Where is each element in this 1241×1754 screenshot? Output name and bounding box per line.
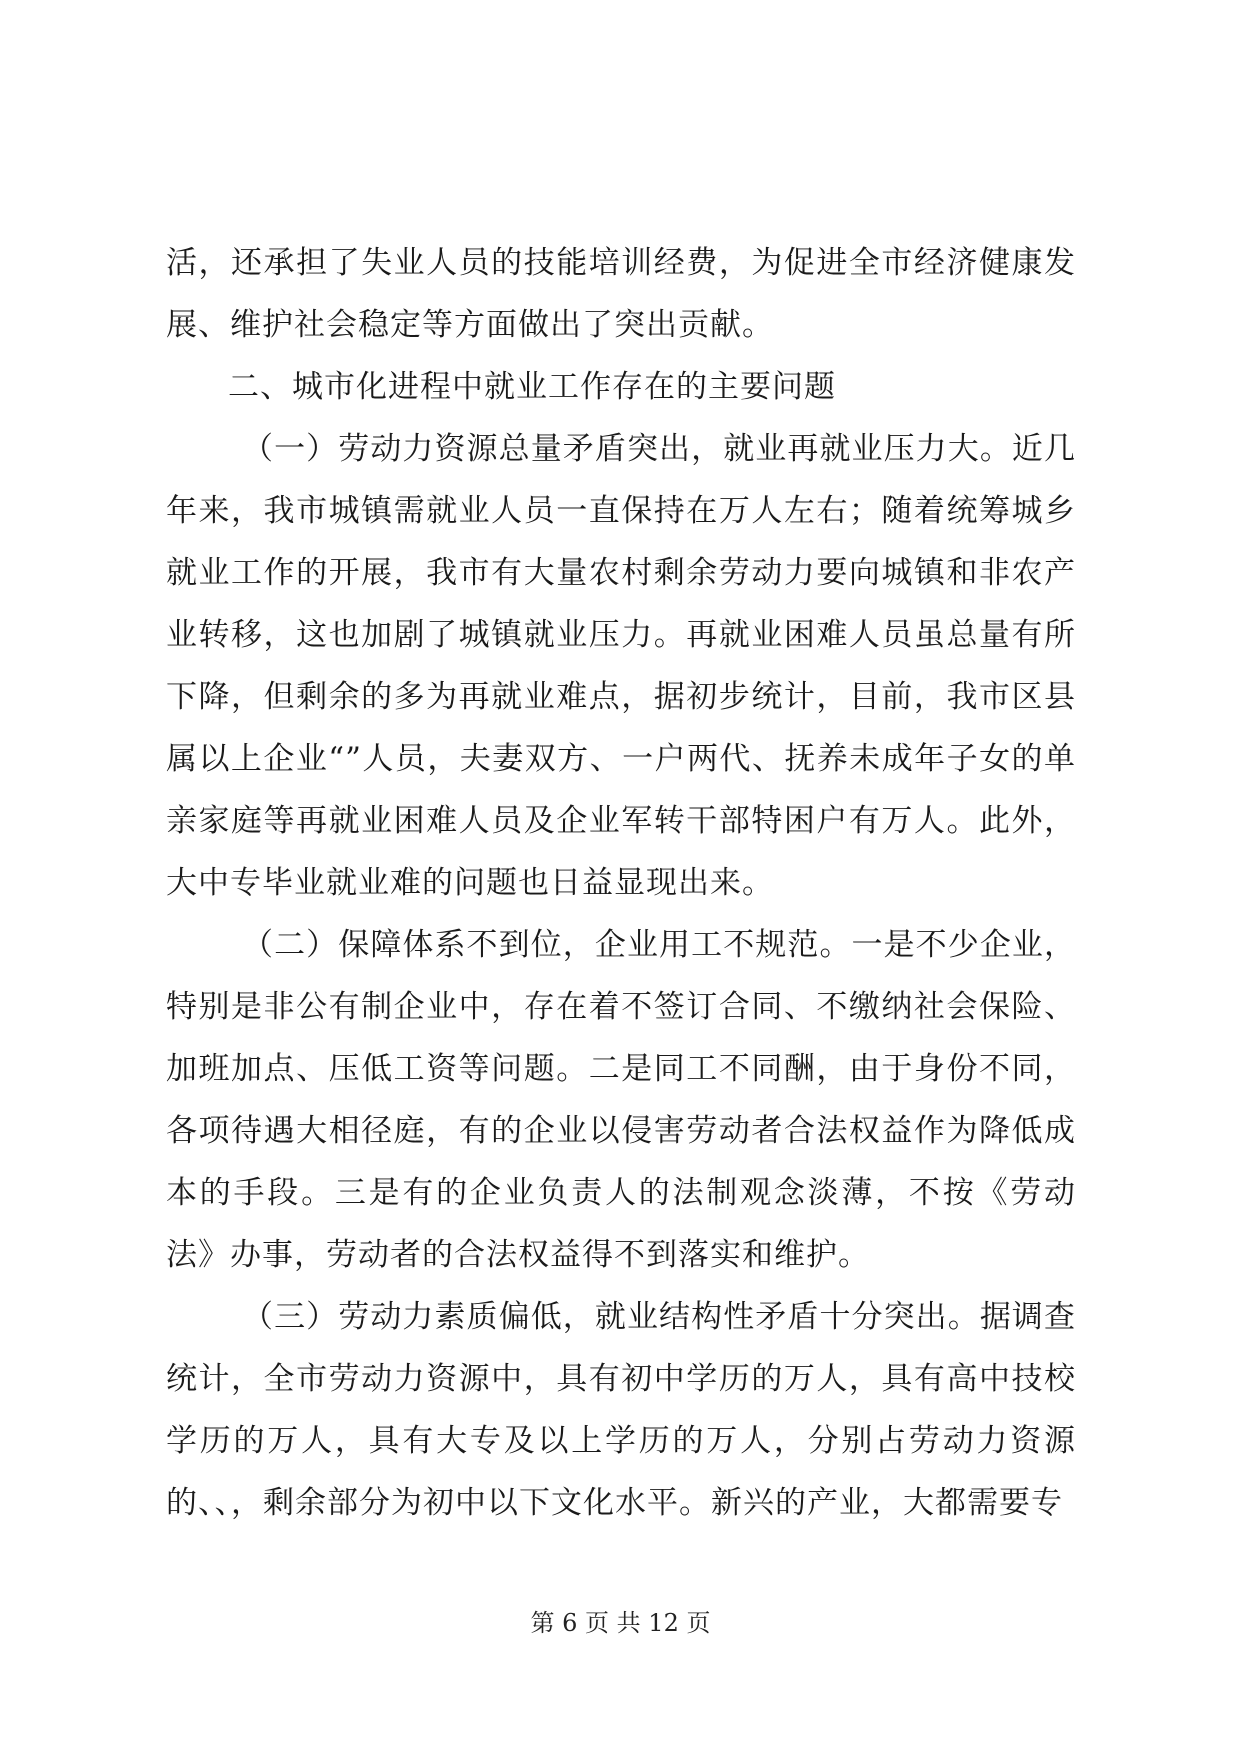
paragraph-continuation: 活，还承担了失业人员的技能培训经费，为促进全市经济健康发展、维护社会稳定等方面做出了突出贡献。	[166, 245, 1076, 343]
paragraph-problem-1: （一）劳动力资源总量矛盾突出，就业再就业压力大。近几年来，我市城镇需就业人员一直保持在万人左右；随着统筹城乡就业工作的开展，我市有大量农村剩余劳动力要向城镇和非农产业转移，这也加剧了城镇就业压力。再就业困难人员虽总量有所下降，但剩余的多为再就业难点，据初步统计，目前，我市区县属以上企业“”人员，夫妻双方、一户两代、抚养未成年子女的单亲家庭等再就业困难人员及企业军转干部特困户有万人。此外，大中专毕业就业难的问题也日益显现出来。	[166, 431, 1076, 901]
section-heading: 二、城市化进程中就业工作存在的主要问题	[228, 369, 836, 405]
page-number-footer: 第 6 页 共 12 页	[530, 1609, 711, 1637]
paragraph-problem-2: （二）保障体系不到位，企业用工不规范。一是不少企业，特别是非公有制企业中，存在着不签订合同、不缴纳社会保险、加班加点、压低工资等问题。二是同工不同酬，由于身份不同，各项待遇大相径庭，有的企业以侵害劳动者合法权益作为降低成本的手段。三是有的企业负责人的法制观念淡薄，不按《劳动法》办事，劳动者的合法权益得不到落实和维护。	[166, 927, 1076, 1273]
paragraph-problem-3: （三）劳动力素质偏低，就业结构性矛盾十分突出。据调查统计，全市劳动力资源中，具有初中学历的万人，具有高中技校学历的万人，具有大专及以上学历的万人，分别占劳动力资源的、、，剩余部分为初中以下文化水平。新兴的产业，大都需要专	[166, 1299, 1076, 1521]
document-body	[166, 232, 1076, 1534]
